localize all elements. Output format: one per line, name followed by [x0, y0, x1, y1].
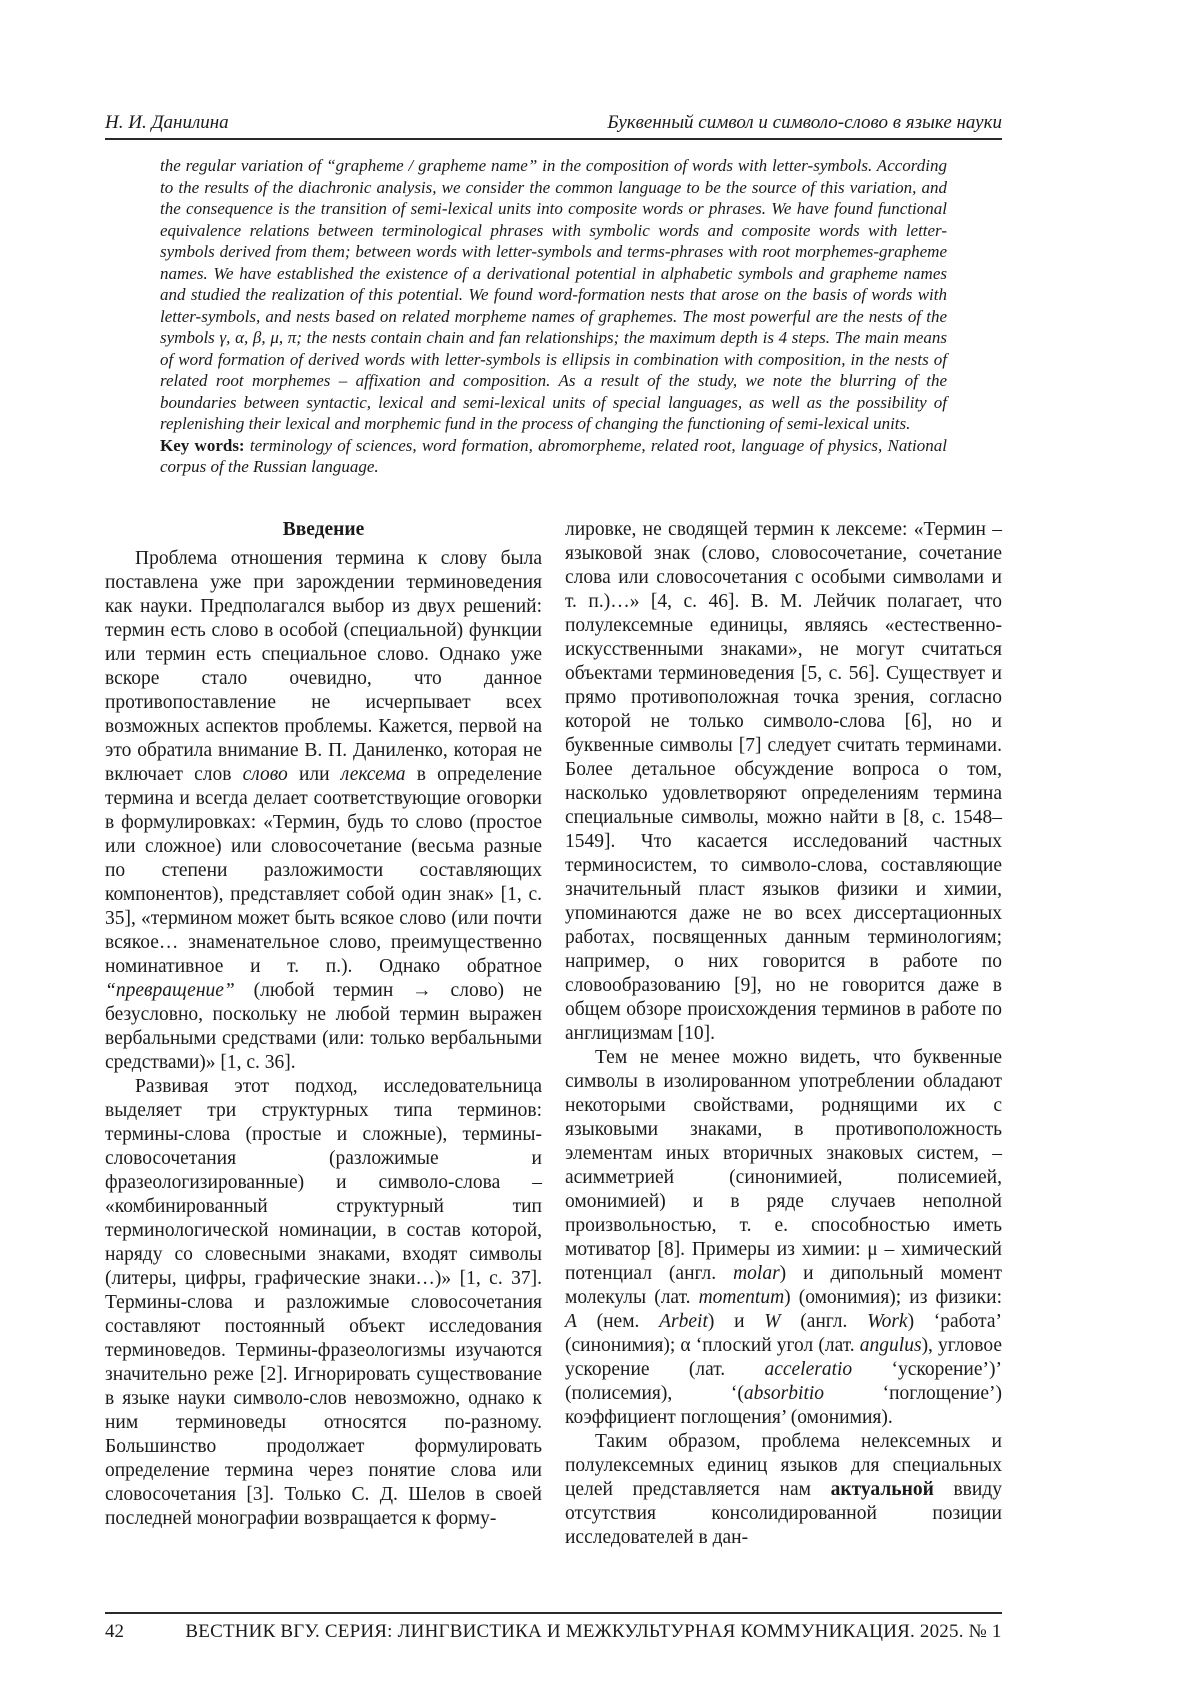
italic-run: W — [764, 1310, 781, 1332]
footer-rule — [105, 1612, 1002, 1614]
text-run: ) и — [707, 1310, 765, 1332]
text-run: Тем не менее можно видеть, что буквенные символы в изолированном употреблении обладают некоторыми свойствами, роднящими их с языковыми знаками, в противоположность элементам иных вторичных знаковых систем, – асимметрией (синонимией, полисемией, омонимией) и в ряде случаев неполной произвольностью, т. е. способностью иметь мотиватор [8]. Примеры из химии: μ – химический потенциал (англ. — [565, 1046, 1002, 1284]
page-footer — [105, 1612, 1002, 1643]
section-heading: Введение — [282, 518, 365, 540]
left-column-paragraphs — [105, 547, 542, 1531]
italic-run: лексема — [340, 763, 406, 785]
italic-run: absorbitio — [743, 1382, 825, 1404]
italic-run: слово — [242, 763, 288, 785]
running-head-author: Н. И. Данилина — [105, 112, 229, 133]
text-run: ‘поглощение’) коэффициент поглощения’ (омонимия). — [565, 1382, 1002, 1428]
text-run: или — [287, 763, 341, 785]
page-number: 42 — [105, 1621, 124, 1642]
paragraph — [565, 1430, 1002, 1550]
text-run: Таким образом, проблема нелексемных и полулексемных единиц языков для специальных целей представляется нам — [565, 1430, 1002, 1500]
bold-run: актуальной — [830, 1478, 934, 1500]
paragraph — [105, 1075, 542, 1531]
text-run: (англ. — [780, 1310, 868, 1332]
running-head-title: Буквенный символ и символо-слово в языке науки — [607, 112, 1002, 133]
text-run: ввиду отсутствия консолидированной позиции исследователей в дан- — [565, 1478, 1002, 1548]
right-column-paragraphs — [565, 518, 1002, 1550]
text-run: (нем. — [576, 1310, 660, 1332]
keywords-line — [160, 435, 947, 478]
italic-run: Arbeit — [659, 1310, 708, 1332]
abstract-text: the regular variation of “grapheme / grapheme name” in the composition of words with letter-symbols. According to the results of the diachronic analysis, we consider the common language to be the source of this variation, and the consequence is the transition of semi-lexical units into composite words or phrases. We have found functional equivalence relations between terminological phrases with symbolic words and composite words with letter-symbols derived from them; between words with letter-symbols and terms-phrases with root morphemes-grapheme names. We have established the existence of a derivational potential in alphabetic symbols and grapheme names and studied the realization of this potential. We found word-formation nests that arose on the basis of words with letter-symbols, and nests based on related morpheme names of graphemes. The most powerful are the nests of the symbols γ, α, β, μ, π; the nests contain chain and fan relationships; the maximum depth is 4 steps. The main means of word formation of derived words with letter-symbols is ellipsis in combination with composition, in the nests of related root morphemes – affixation and composition. As a result of the study, we note the blurring of the boundaries between syntactic, lexical and semi-lexical units of special languages, as well as the possibility of replenishing their lexical and morphemic fund in the process of changing the functioning of semi-lexical units. — [160, 156, 947, 433]
right-column — [565, 518, 1002, 1550]
running-head — [105, 112, 1002, 134]
page-content — [105, 0, 1002, 1550]
italic-run: acceleratio — [764, 1358, 853, 1380]
text-run: (любой термин → слово) не безусловно, поскольку не любой термин выражен вербальными средствами (или: только вербальными средствами)» [1, с. 36]. — [105, 979, 542, 1073]
footer-row — [105, 1621, 1002, 1643]
italic-run: angulus — [859, 1334, 922, 1356]
paragraph — [565, 1046, 1002, 1430]
text-run: ) и дипольный момент молекулы (лат. — [565, 1262, 1003, 1308]
keywords-label: Key words: — [160, 435, 245, 455]
keywords-text: terminology of sciences, word formation, abromorpheme, related root, language of physics, National corpus of the Russian language. — [160, 435, 948, 476]
text-run: ‘ускорение’)’ (полисемия), ‘( — [565, 1358, 1002, 1404]
paragraph — [565, 518, 1002, 1046]
italic-run: Work — [867, 1310, 908, 1332]
italic-run: momentum — [698, 1286, 785, 1308]
text-run: ) (омонимия); из физики: — [784, 1286, 1002, 1308]
text-run: Проблема отношения термина к слову была поставлена уже при зарождении терминоведения как науки. Предполагался выбор из двух решений: термин есть слово в особой (специальной) функции или термин есть специальное слово. Однако уже вскоре стало очевидно, что данное противопоставление не исчерпывает всех возможных аспектов проблемы. Кажется, первой на это обратила внимание В. П. Даниленко, которая не включает слов — [105, 547, 542, 785]
italic-run: molar — [733, 1262, 780, 1284]
header-rule — [105, 138, 1002, 140]
text-run: Развивая этот подход, исследовательница выделяет три структурных типа терминов: термины-слова (простые и сложные), термины-словосочетания (разложимые и фразеологизированные) и символо-слова – «комбинированный структурный тип терминологической номинации, в состав которой, наряду со словесными знаками, входят символы (литеры, цифры, графические знаки…)» [1, с. 37]. Термины-слова и разложимые словосочетания составляют постоянный объект исследования терминоведов. Термины-фразеологизмы изучаются значительно реже [2]. Игнорировать существование в языке науки символо-слов невозможно, однако к ним терминоведы относятся по-разному. Большинство продолжает формулировать определение термина через понятие слова или словосочетания [3]. Только С. Д. Шелов в своей последней монографии возвращается к форму- — [105, 1075, 542, 1529]
italic-run: A — [565, 1310, 577, 1332]
text-run: лировке, не сводящей термин к лексеме: «Термин – языковой знак (слово, словосочетание, сочетание слова или словосочетания с особыми символами и т. п.)…» [4, с. 46]. В. М. Лейчик полагает, что полулексемные единицы, являясь «естественно-искусственными знаками», не могут считаться объектами терминоведения [5, с. 56]. Существует и прямо противоположная точка зрения, согласно которой не только символо-слова [6], но и буквенные символы [7] следует считать терминами. Более детальное обсуждение вопроса о том, насколько удовлетворяют определениям термина специальные символы, можно найти в [8, с. 1548–1549]. Что касается исследований частных терминосистем, то символо-слова, составляющие значительный пласт языков физики и химии, упоминаются даже не во всех диссертационных работах, посвященных данным терминологиям; например, о них говорится в работе по словообразованию [9], но не говорится даже в общем обзоре происхождения терминов в работе по англицизмам [10]. — [565, 518, 1002, 1044]
text-run: ) ‘работа’ (синонимия); α ‘плоский угол (лат. — [565, 1310, 1003, 1356]
abstract-block — [160, 155, 947, 478]
paragraph — [105, 547, 542, 1075]
italic-run: “превращение” — [105, 979, 235, 1001]
two-column-body — [105, 518, 1002, 1550]
text-run: ), угловое ускорение (лат. — [565, 1334, 1003, 1380]
text-run: в определение термина и всегда делает соответствующие оговорки в формулировках: «Термин, будь то слово (простое или сложное) или словосочетание (весьма разные по степени разложимости составляющих компонентов), представляет собой один знак» [1, с. 35], «термином может быть всякое слово (или почти всякое… знаменательное слово, преимущественно номинативное и т. п.). Однако обратное — [105, 763, 542, 977]
left-column — [105, 518, 542, 1550]
journal-title: ВЕСТНИК ВГУ. СЕРИЯ: ЛИНГВИСТИКА И МЕЖКУЛЬТУРНАЯ КОММУНИКАЦИЯ. 2025. № 1 — [185, 1621, 1002, 1642]
